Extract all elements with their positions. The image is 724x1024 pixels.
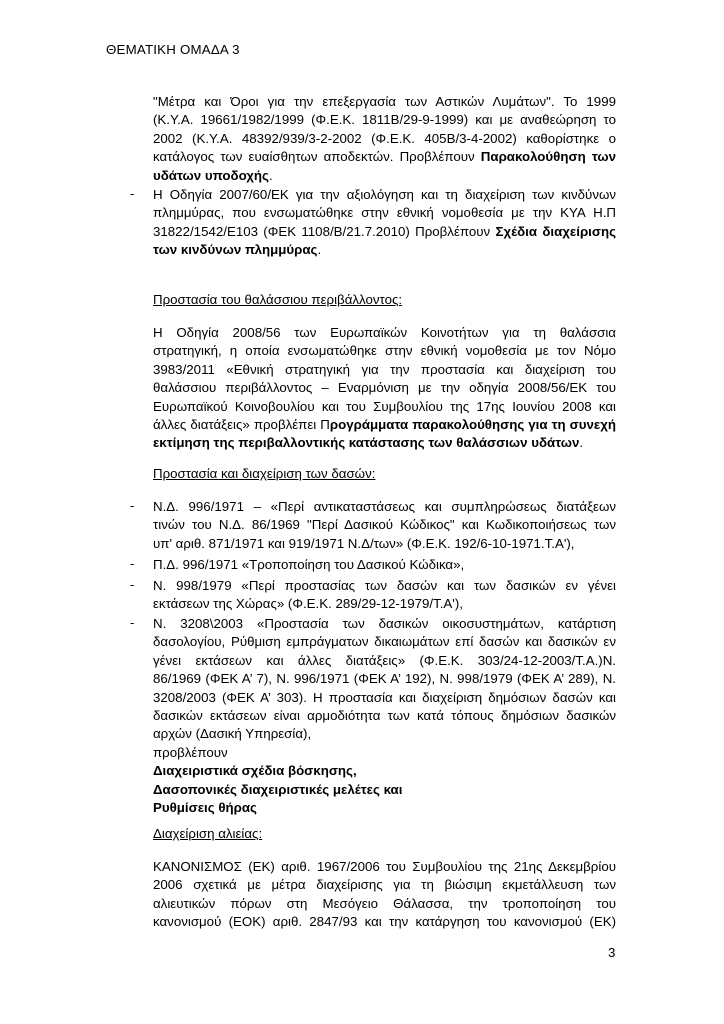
text-line: [153, 167, 616, 185]
text-line: αρχών (Δασική Υπηρεσία),: [153, 726, 312, 742]
text-line: [153, 223, 616, 241]
list-item: [153, 577, 616, 614]
section-heading-forests: Προστασία και διαχείριση των δασών:: [153, 466, 376, 481]
text-line: γένει εκτάσεων και άλλες διατάξεις» (Φ.Ε.Κ. 303/24-12-2003/Τ.Α.)Ν.: [153, 652, 616, 668]
bold-text: ρογράμματα παρακολούθησης για τη συνεχή: [329, 417, 616, 433]
text-line: 3208/2003 (ΦΕΚ Α’ 303). Η προστασία και διαχείριση δημόσιων δασών και: [153, 689, 616, 705]
list-item: [153, 498, 616, 553]
text-line: [153, 241, 616, 259]
text-line: θαλάσσιου περιβάλλοντος – Εναρμόνιση με την οδηγία 2008/56/ΕΚ του: [153, 380, 616, 396]
text-line: αλιευτικών πόρων στη Μεσόγειο Θάλασσα, την τροποποίηση του: [153, 895, 616, 911]
text-line: [153, 434, 616, 452]
paragraph-fisheries: [153, 858, 616, 932]
text-line: Η Οδηγία 2007/60/ΕΚ για την αξιολόγηση και τη διαχείριση των κινδύνων: [153, 187, 616, 202]
text-line: δασικών εκτάσεων είναι αρμοδιότητα των κατά τόπους δημόσιων δασικών: [153, 708, 616, 724]
text-line: εκτάσεων της Χώρας» (Φ.Ε.Κ. 289/29-12-1979/Τ.Α'),: [153, 596, 463, 612]
text-line: Ν. 998/1979 «Περί προστασίας των δασών και των δασικών εν γένει: [153, 578, 616, 593]
text-run: .: [317, 242, 322, 258]
paragraph-marine: [153, 324, 616, 453]
text-line: πλημμύρας, που ενσωματώθηκε στην εθνική νομοθεσία με την ΚΥΑ Η.Π: [153, 205, 616, 221]
text-line: 86/1969 (ΦΕΚ Α’ 7), Ν. 996/1971 (ΦΕΚ Α’ 192), Ν. 998/1979 (ΦΕΚ Α’ 289), Ν.: [153, 671, 616, 687]
text-run: 31822/1542/Ε103 (ΦΕΚ 1108/Β/21.7.2010) Προβλέπουν: [153, 223, 496, 239]
text-line: Ν.Δ. 996/1971 – «Περί αντικαταστάσεως και συμπληρώσεως διατάξεων: [153, 499, 616, 514]
text-line: 2006 σχετικά με μέτρα διαχείρισης για τη βιώσιμη εκμετάλλευση των: [153, 877, 616, 893]
text-run: .: [579, 435, 584, 451]
list-dash: -: [130, 577, 135, 592]
text-run: .: [268, 167, 273, 183]
list-dash: -: [130, 556, 135, 571]
list-dash: -: [130, 498, 135, 513]
text-line: Η Οδηγία 2008/56 των Ευρωπαϊκών Κοινοτήτων για τη θαλάσσια: [153, 325, 616, 340]
list-dash: -: [130, 615, 135, 630]
text-line: 3983/2011 «Εθνική στρατηγική για την προστασία και διαχείριση του: [153, 361, 616, 377]
text-line: στρατηγική, η οποία ενσωματώθηκε στην εθνική νομοθεσία με τον Νόμο: [153, 343, 616, 359]
text-line: υπ' αριθ. 871/1971 και 919/1971 Ν.Δ/των» (Φ.Ε.Κ. 192/6-10-1971.Τ.Α'),: [153, 535, 575, 551]
bold-text: υδάτων υποδοχής: [153, 167, 269, 183]
paragraph-floods: [153, 186, 616, 260]
list-item: [153, 556, 616, 574]
bold-text: Παρακολούθηση των: [480, 149, 617, 165]
paragraph-sewage: [153, 93, 616, 185]
text-line: 2002 (Κ.Υ.Α. 48392/939/3-2-2002 (Φ.Ε.Κ. 405Β/3-4-2002) καθορίστηκε ο: [153, 130, 616, 146]
section-heading-fisheries: Διαχείριση αλιείας:: [153, 826, 263, 841]
page-number: 3: [608, 945, 616, 960]
text-line: Π.Δ. 996/1971 «Τροποποίηση του Δασικού Κώδικα»,: [153, 557, 465, 572]
section-heading-marine: Προστασία του θαλάσσιου περιβάλλοντος:: [153, 292, 403, 307]
text-line: Ευρωπαϊκού Κοινοβουλίου και του Συμβουλίου της 17ης Ιουνίου 2008 και: [153, 398, 616, 414]
list-dash: -: [130, 186, 135, 201]
text-line: [153, 416, 616, 434]
bold-item: Ρυθμίσεις θήρας: [153, 800, 257, 816]
bold-text: Σχέδια διαχείρισης: [495, 223, 616, 239]
text-run: άλλες διατάξεις» προβλέπει Π: [153, 417, 330, 433]
text-line: κανονισμού (ΕΟΚ) αριθ. 2847/93 και την κατάργηση του κανονισμού (ΕΚ): [153, 914, 616, 930]
text-line: [153, 148, 616, 166]
text-line: δασολογίου, Ρύθμιση εμπράγματων δικαιωμάτων επί δασών και δασικών εν: [153, 634, 616, 650]
bold-text: των κινδύνων πλημμύρας: [153, 242, 318, 258]
text-line: προβλέπουν: [153, 744, 228, 760]
text-line: τινών του Ν.Δ. 86/1969 "Περί Δασικού Κώδικος" και Κωδικοποιήσεως των: [153, 517, 616, 533]
text-run: κατάλογος των ευαίσθητων αποδεκτών. Προβλέπουν: [153, 149, 481, 165]
page-header: ΘΕΜΑΤΙΚΗ ΟΜΑΔΑ 3: [106, 42, 240, 57]
bold-text: εκτίμηση της περιβαλλοντικής κατάστασης των θαλάσσιων υδάτων: [153, 435, 580, 451]
bold-item: Διαχειριστικά σχέδια βόσκησης,: [153, 763, 357, 779]
text-line: (Κ.Υ.Α. 19661/1982/1999 (Φ.Ε.Κ. 1811Β/29-9-1999) και με αναθεώρηση το: [153, 112, 616, 128]
list-item: [153, 615, 616, 817]
text-line: Ν. 3208\2003 «Προστασία των δασικών οικοσυστημάτων, κατάρτιση: [153, 616, 616, 631]
bold-item: Δασοπονικές διαχειριστικές μελέτες και: [153, 781, 403, 797]
text-line: ΚΑΝΟΝΙΣΜΟΣ (ΕΚ) αριθ. 1967/2006 του Συμβουλίου της 21ης Δεκεμβρίου: [153, 859, 616, 874]
text-line: "Μέτρα και Όροι για την επεξεργασία των Αστικών Λυμάτων". Το 1999: [153, 94, 616, 109]
